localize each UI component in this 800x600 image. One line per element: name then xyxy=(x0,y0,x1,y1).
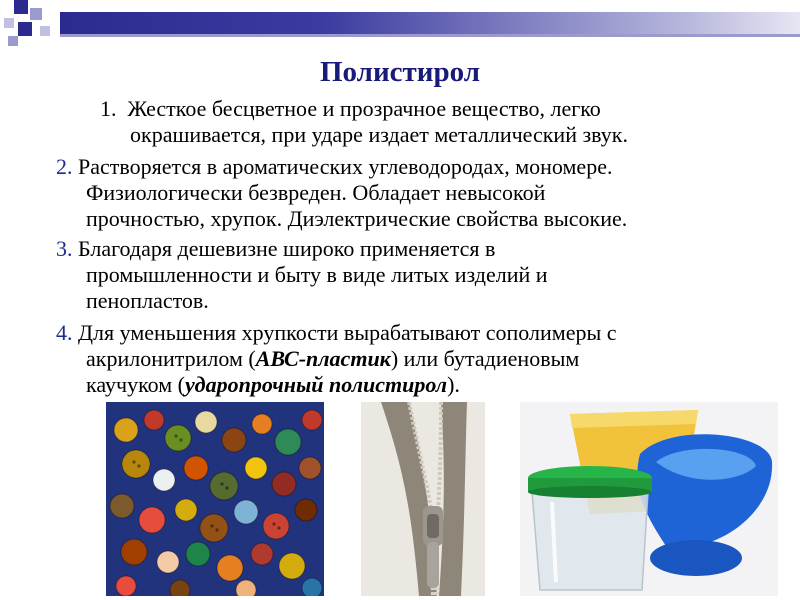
paragraph-3-line-1: Благодаря дешевизне широко применяется в xyxy=(72,236,496,261)
zipper-photo xyxy=(361,402,485,596)
paragraph-4-line-2a: акрилонитрилом ( xyxy=(86,346,256,371)
header-band xyxy=(60,12,800,34)
paragraph-1 xyxy=(100,96,760,148)
plastic-containers-photo xyxy=(520,402,778,596)
paragraph-3-line-2: промышленности и быту в виде литых изделий и xyxy=(86,262,548,287)
header-decoration xyxy=(0,0,60,50)
paragraph-2-line-3: прочностью, хрупок. Диэлектрические свойства высокие. xyxy=(86,206,628,231)
buttons-photo xyxy=(106,402,324,596)
paragraph-2-number: 2. xyxy=(56,154,73,179)
paragraph-4-number: 4. xyxy=(56,320,73,345)
impact-polystyrene-term: ударопрочный полистирол xyxy=(184,372,448,397)
slide-title: Полистирол xyxy=(320,56,480,88)
paragraph-4-line-1: Для уменьшения хрупкости вырабатывают сополимеры с xyxy=(72,320,617,345)
paragraph-2-line-1: Растворяется в ароматических углеводородах, мономере. xyxy=(72,154,613,179)
paragraph-2 xyxy=(56,154,776,232)
paragraph-3-line-3: пенопластов. xyxy=(86,288,209,313)
paragraph-3 xyxy=(56,236,776,314)
paragraph-3-number: 3. xyxy=(56,236,73,261)
paragraph-1-line-1: Жесткое бесцветное и прозрачное вещество, легко xyxy=(127,96,601,121)
header-band-line xyxy=(60,34,800,37)
paragraph-4-line-2c: ) или бутадиеновым xyxy=(390,346,580,371)
paragraph-1-number: 1. xyxy=(100,96,117,121)
abs-plastic-term: АВС-пластик xyxy=(255,346,391,371)
paragraph-1-line-2: окрашивается, при ударе издает металлический звук. xyxy=(130,122,628,147)
paragraph-2-line-2: Физиологически безвреден. Обладает невысокой xyxy=(86,180,546,205)
paragraph-4-line-3a: каучуком ( xyxy=(86,372,185,397)
paragraph-4 xyxy=(56,320,776,398)
paragraph-4-line-3c: ). xyxy=(447,372,460,397)
